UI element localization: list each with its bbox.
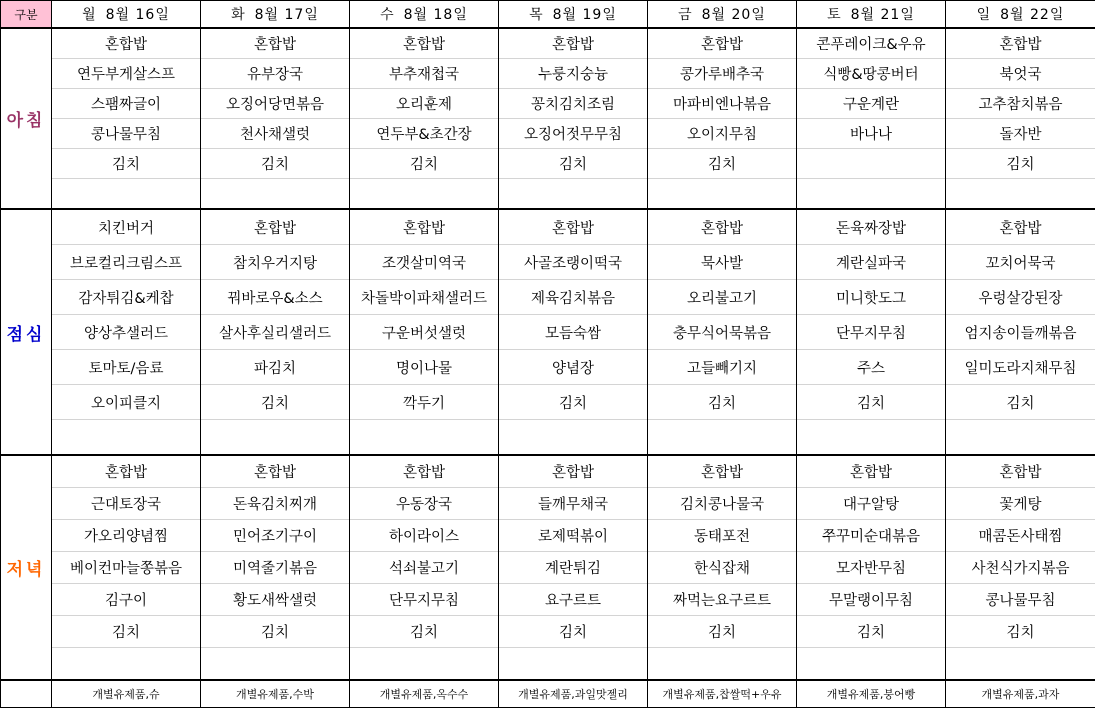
- breakfast-row: [1, 179, 1095, 210]
- lunch-label: 점심: [7, 325, 46, 345]
- menu-item: 베이컨마늘쫑볶음: [52, 552, 201, 584]
- date: 8월 21일: [851, 7, 915, 23]
- menu-item: 단무지무침: [797, 315, 946, 350]
- breakfast-row: [1, 119, 1095, 149]
- breakfast-label: 아침: [7, 111, 46, 131]
- lunch-label-cell: [1, 209, 52, 455]
- header-row: [1, 1, 1095, 29]
- menu-item: 오이피클지: [52, 385, 201, 420]
- day-header: [201, 1, 350, 29]
- menu-item: 우렁살강된장: [946, 280, 1095, 315]
- menu-item: 식빵&땅콩버터: [797, 59, 946, 89]
- menu-item: 김치: [499, 149, 648, 179]
- lunch-row: [1, 350, 1095, 385]
- extra-item: 개별유제품,찹쌀떡+우유: [648, 680, 797, 708]
- menu-item: 스팸짜글이: [52, 89, 201, 119]
- day-header: [350, 1, 499, 29]
- menu-item: 김치: [648, 616, 797, 648]
- menu-item: 브로컬리크림스프: [52, 245, 201, 280]
- menu-item: 요구르트: [499, 584, 648, 616]
- menu-item: 김치: [201, 616, 350, 648]
- menu-item: 고추참치볶음: [946, 89, 1095, 119]
- menu-item: 천사채샐럿: [201, 119, 350, 149]
- menu-item: 혼합밥: [499, 455, 648, 488]
- menu-item: 구운버섯샐럿: [350, 315, 499, 350]
- menu-body: [1, 28, 1095, 708]
- menu-item: 김치: [797, 385, 946, 420]
- menu-item: 매콤돈사태찜: [946, 520, 1095, 552]
- menu-item: 파김치: [201, 350, 350, 385]
- menu-item: 콘푸레이크&우유: [797, 28, 946, 59]
- menu-item: 사골조랭이떡국: [499, 245, 648, 280]
- menu-item: [350, 179, 499, 210]
- weekday: 토: [827, 7, 841, 23]
- date: 8월 17일: [255, 7, 319, 23]
- menu-item: 혼합밥: [52, 28, 201, 59]
- day-header: [499, 1, 648, 29]
- date: 8월 22일: [1000, 7, 1064, 23]
- date: 8월 18일: [404, 7, 468, 23]
- menu-item: [499, 648, 648, 681]
- menu-item: 바나나: [797, 119, 946, 149]
- extra-item: 개별유제품,슈: [52, 680, 201, 708]
- menu-item: [52, 648, 201, 681]
- menu-item: 연두부&초간장: [350, 119, 499, 149]
- menu-item: [52, 420, 201, 456]
- menu-item: 오징어당면볶음: [201, 89, 350, 119]
- menu-item: 근대토장국: [52, 488, 201, 520]
- extra-item: 개별유제품,과자: [946, 680, 1095, 708]
- breakfast-row: [1, 89, 1095, 119]
- lunch-row: [1, 209, 1095, 245]
- menu-item: 무말랭이무침: [797, 584, 946, 616]
- weekday: 금: [678, 7, 692, 23]
- menu-item: [797, 149, 946, 179]
- menu-item: 제육김치볶음: [499, 280, 648, 315]
- lunch-row: [1, 280, 1095, 315]
- menu-item: 양념장: [499, 350, 648, 385]
- menu-item: 돈육김치찌개: [201, 488, 350, 520]
- menu-item: 꽁치김치조림: [499, 89, 648, 119]
- menu-item: 콩가루배추국: [648, 59, 797, 89]
- dinner-row: [1, 584, 1095, 616]
- menu-item: 동태포전: [648, 520, 797, 552]
- dinner-row: [1, 616, 1095, 648]
- menu-item: 우동장국: [350, 488, 499, 520]
- menu-item: 대구알탕: [797, 488, 946, 520]
- menu-item: 일미도라지채무침: [946, 350, 1095, 385]
- extra-item: 개별유제품,수박: [201, 680, 350, 708]
- menu-item: 살사후실리샐러드: [201, 315, 350, 350]
- menu-item: 사천식가지볶음: [946, 552, 1095, 584]
- menu-item: [201, 420, 350, 456]
- menu-item: 로제떡볶이: [499, 520, 648, 552]
- menu-item: 김치: [350, 616, 499, 648]
- menu-item: 김치: [52, 616, 201, 648]
- weekday: 월: [82, 7, 96, 23]
- lunch-row: [1, 245, 1095, 280]
- menu-item: 꿔바로우&소스: [201, 280, 350, 315]
- menu-item: 혼합밥: [350, 455, 499, 488]
- dinner-row: [1, 648, 1095, 681]
- extra-item: 개별유제품,붕어빵: [797, 680, 946, 708]
- menu-item: 콩나물무침: [52, 119, 201, 149]
- menu-item: 주스: [797, 350, 946, 385]
- menu-item: 연두부게살스프: [52, 59, 201, 89]
- menu-item: 혼합밥: [201, 28, 350, 59]
- menu-item: 명이나물: [350, 350, 499, 385]
- menu-item: 혼합밥: [946, 455, 1095, 488]
- menu-item: 혼합밥: [946, 28, 1095, 59]
- dinner-label: 저녁: [7, 560, 46, 580]
- menu-item: [946, 179, 1095, 210]
- breakfast-row: [1, 59, 1095, 89]
- menu-item: 고들빼기지: [648, 350, 797, 385]
- menu-item: 김치: [499, 385, 648, 420]
- menu-item: [797, 179, 946, 210]
- menu-item: 계란튀김: [499, 552, 648, 584]
- date: 8월 16일: [106, 7, 170, 23]
- menu-item: 묵사발: [648, 245, 797, 280]
- category-header: 구분: [1, 1, 52, 29]
- weekday: 일: [977, 7, 991, 23]
- menu-item: 황도새싹샐럿: [201, 584, 350, 616]
- menu-item: 꽃게탕: [946, 488, 1095, 520]
- extra-row: [1, 680, 1095, 708]
- menu-item: [946, 420, 1095, 456]
- weekday: 화: [231, 7, 245, 23]
- dinner-row: [1, 455, 1095, 488]
- day-header: [52, 1, 201, 29]
- menu-item: 미역줄기볶음: [201, 552, 350, 584]
- menu-item: 오징어젓무무침: [499, 119, 648, 149]
- menu-item: 오리훈제: [350, 89, 499, 119]
- menu-item: 하이라이스: [350, 520, 499, 552]
- menu-item: 토마토/음료: [52, 350, 201, 385]
- menu-item: 혼합밥: [946, 209, 1095, 245]
- menu-item: 돌자반: [946, 119, 1095, 149]
- menu-item: [797, 420, 946, 456]
- menu-item: [52, 179, 201, 210]
- menu-item: 콩나물무침: [946, 584, 1095, 616]
- lunch-row: [1, 315, 1095, 350]
- menu-item: 김치: [201, 385, 350, 420]
- menu-item: 충무식어묵볶음: [648, 315, 797, 350]
- day-header: [946, 1, 1095, 29]
- menu-item: 혼합밥: [648, 209, 797, 245]
- menu-item: 혼합밥: [201, 455, 350, 488]
- menu-item: 혼합밥: [52, 455, 201, 488]
- menu-item: 혼합밥: [350, 209, 499, 245]
- menu-item: 마파비엔나볶음: [648, 89, 797, 119]
- menu-item: 짜먹는요구르트: [648, 584, 797, 616]
- menu-item: 한식잡채: [648, 552, 797, 584]
- menu-item: [499, 420, 648, 456]
- date: 8월 20일: [702, 7, 766, 23]
- lunch-row: [1, 385, 1095, 420]
- menu-item: 부추재첩국: [350, 59, 499, 89]
- extra-label-cell: [1, 680, 52, 708]
- menu-item: 누룽지숭늉: [499, 59, 648, 89]
- menu-item: 김치: [499, 616, 648, 648]
- menu-item: 민어조기구이: [201, 520, 350, 552]
- menu-item: 오이지무침: [648, 119, 797, 149]
- breakfast-row: [1, 28, 1095, 59]
- day-header: [648, 1, 797, 29]
- breakfast-row: [1, 149, 1095, 179]
- menu-item: 치킨버거: [52, 209, 201, 245]
- weekday: 수: [380, 7, 394, 23]
- breakfast-label-cell: [1, 28, 52, 209]
- lunch-row: [1, 420, 1095, 456]
- weekday: 목: [529, 7, 543, 23]
- menu-item: 혼합밥: [350, 28, 499, 59]
- menu-item: [946, 648, 1095, 681]
- menu-item: [350, 420, 499, 456]
- menu-item: 단무지무침: [350, 584, 499, 616]
- menu-item: 가오리양념찜: [52, 520, 201, 552]
- menu-item: [201, 179, 350, 210]
- extra-item: 개별유제품,옥수수: [350, 680, 499, 708]
- menu-item: 혼합밥: [201, 209, 350, 245]
- menu-item: 김구이: [52, 584, 201, 616]
- menu-item: 쭈꾸미순대볶음: [797, 520, 946, 552]
- menu-item: 구운계란: [797, 89, 946, 119]
- menu-item: [648, 420, 797, 456]
- menu-item: 모자반무침: [797, 552, 946, 584]
- menu-item: 혼합밥: [648, 455, 797, 488]
- dinner-row: [1, 552, 1095, 584]
- menu-item: 김치: [946, 385, 1095, 420]
- menu-item: 김치: [648, 385, 797, 420]
- menu-item: 깍두기: [350, 385, 499, 420]
- menu-item: 꼬치어묵국: [946, 245, 1095, 280]
- menu-item: 돈육짜장밥: [797, 209, 946, 245]
- menu-item: 차돌박이파채샐러드: [350, 280, 499, 315]
- menu-item: 엄지송이들깨볶음: [946, 315, 1095, 350]
- menu-item: [648, 648, 797, 681]
- menu-item: [201, 648, 350, 681]
- day-header: [797, 1, 946, 29]
- menu-item: 유부장국: [201, 59, 350, 89]
- menu-item: 김치콩나물국: [648, 488, 797, 520]
- menu-item: 혼합밥: [648, 28, 797, 59]
- menu-item: [797, 648, 946, 681]
- menu-item: 북엇국: [946, 59, 1095, 89]
- menu-item: 김치: [350, 149, 499, 179]
- menu-item: 김치: [52, 149, 201, 179]
- menu-item: [499, 179, 648, 210]
- date: 8월 19일: [553, 7, 617, 23]
- menu-item: [648, 179, 797, 210]
- dinner-label-cell: [1, 455, 52, 680]
- menu-item: 김치: [946, 616, 1095, 648]
- menu-item: 혼합밥: [499, 209, 648, 245]
- menu-item: 김치: [946, 149, 1095, 179]
- menu-item: 혼합밥: [797, 455, 946, 488]
- menu-item: 미니핫도그: [797, 280, 946, 315]
- menu-item: 석쇠불고기: [350, 552, 499, 584]
- menu-item: 들깨무채국: [499, 488, 648, 520]
- menu-item: 김치: [201, 149, 350, 179]
- menu-item: 계란실파국: [797, 245, 946, 280]
- menu-item: 혼합밥: [499, 28, 648, 59]
- dinner-row: [1, 488, 1095, 520]
- menu-item: 양상추샐러드: [52, 315, 201, 350]
- dinner-row: [1, 520, 1095, 552]
- menu-item: [350, 648, 499, 681]
- menu-item: 오리불고기: [648, 280, 797, 315]
- menu-item: 모듬숙쌈: [499, 315, 648, 350]
- menu-item: 참치우거지탕: [201, 245, 350, 280]
- extra-item: 개별유제품,과일맛젤리: [499, 680, 648, 708]
- menu-item: 김치: [648, 149, 797, 179]
- menu-item: 감자튀김&케찹: [52, 280, 201, 315]
- menu-item: 김치: [797, 616, 946, 648]
- menu-item: 조갯살미역국: [350, 245, 499, 280]
